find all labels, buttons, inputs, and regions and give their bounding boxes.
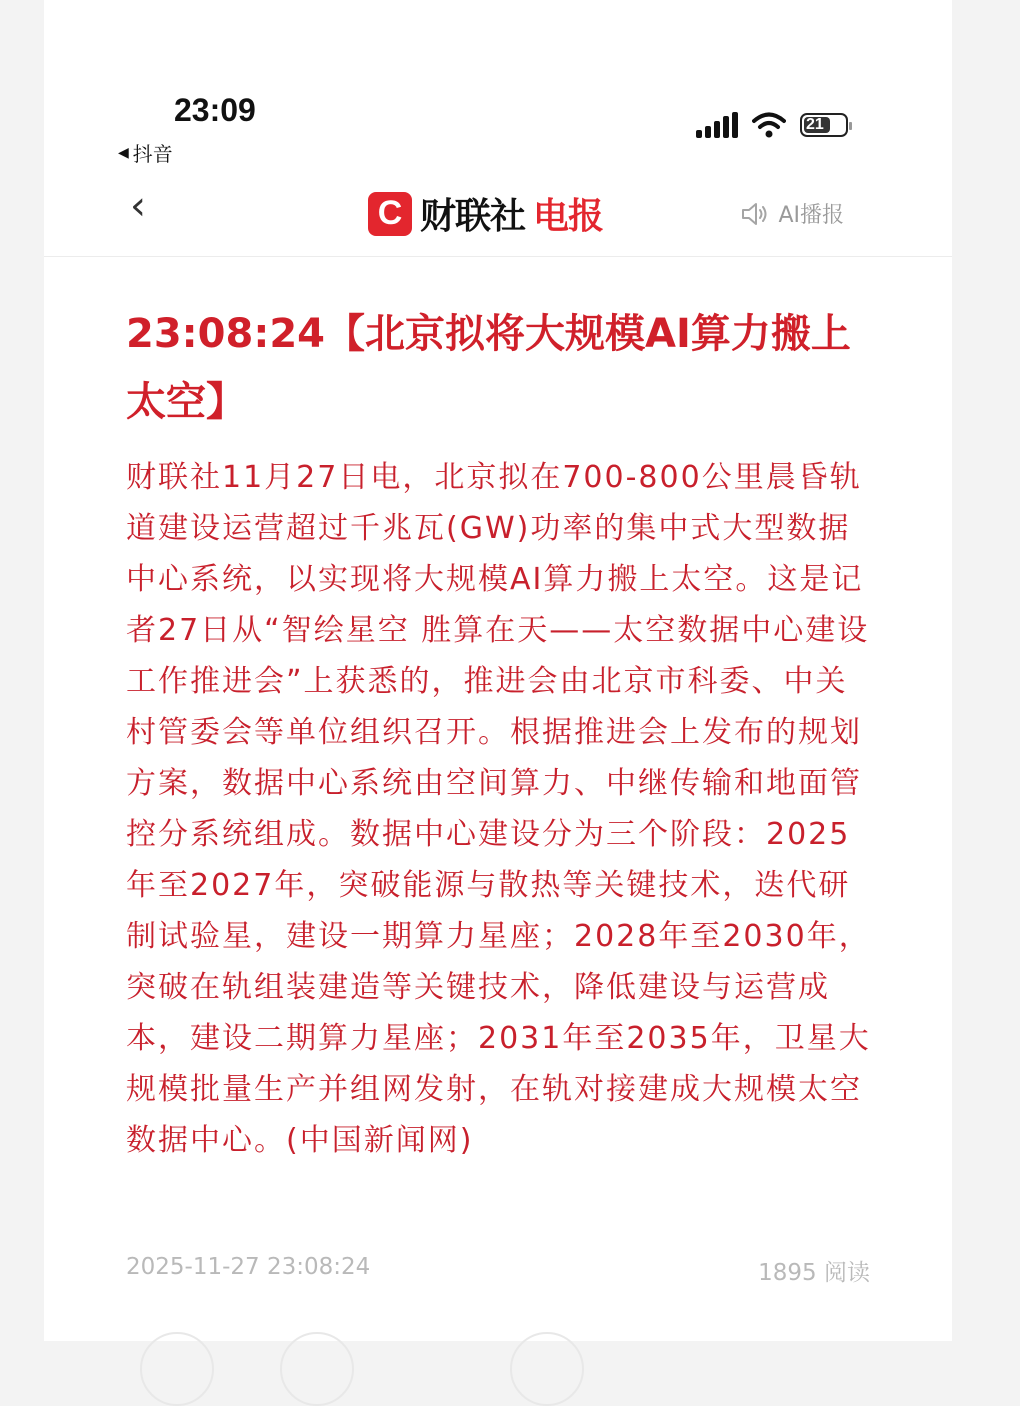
back-to-app-link[interactable] — [118, 138, 173, 167]
ai-read-label: AI播报 — [778, 203, 844, 228]
article-timestamp: 2025-11-27 23:08:24 — [126, 1254, 371, 1280]
read-count: 1895 阅读 — [758, 1260, 870, 1286]
cellular-signal-icon — [696, 112, 738, 138]
speaker-icon — [740, 201, 770, 227]
article-body: 财联社11月27日电，北京拟在700-800公里晨昏轨道建设运营超过千兆瓦(GW)功率的集中式大型数据中心系统，以实现将大规模AI算力搬上太空。这是记者27日从“智绘星空 胜算在天——太空数据中心建设工作推进会”上获悉的，推进会由北京市科委、中关村管委会等单位组织召开。根据推进会上发布的规划方案，数据中心系统由空间算力、中继传输和地面管控分系统组成。数据中心建设分为三个阶段：2025年至2027年，突破能源与散热等关键技术，迭代研制试验星，建设一期算力星座；2028年至2030年，突破在轨组装建造等关键技术，降低建设与运营成本，建设二期算力星座；2031年至2035年，卫星大规模批量生产并组网发射，在轨对接建成大规模太空数据中心。(中国新闻网) — [126, 460, 871, 1158]
brand-suffix: 电报 — [533, 196, 604, 237]
chevron-left-icon[interactable]: ‹ — [130, 183, 146, 229]
brand-name: 财联社 — [420, 196, 526, 237]
phone-screen — [44, 0, 952, 1341]
wifi-icon — [752, 112, 786, 138]
article-footer — [126, 1254, 870, 1287]
status-indicators — [696, 112, 848, 138]
action-button[interactable] — [510, 1332, 584, 1406]
back-arrow-icon: ◀ — [118, 144, 129, 161]
battery-icon — [800, 113, 848, 137]
brand-mark: C — [368, 192, 412, 236]
nav-bar — [44, 174, 952, 257]
action-button[interactable] — [280, 1332, 354, 1406]
status-time: 23:09 — [174, 92, 256, 128]
back-app-label: 抖音 — [132, 142, 173, 166]
ai-read-button[interactable] — [740, 198, 844, 229]
article-headline: 23:08:24【北京拟将大规模AI算力搬上太空】 — [126, 311, 851, 425]
brand-logo — [368, 188, 603, 239]
battery-level: 21 — [806, 116, 824, 133]
action-button[interactable] — [140, 1332, 214, 1406]
